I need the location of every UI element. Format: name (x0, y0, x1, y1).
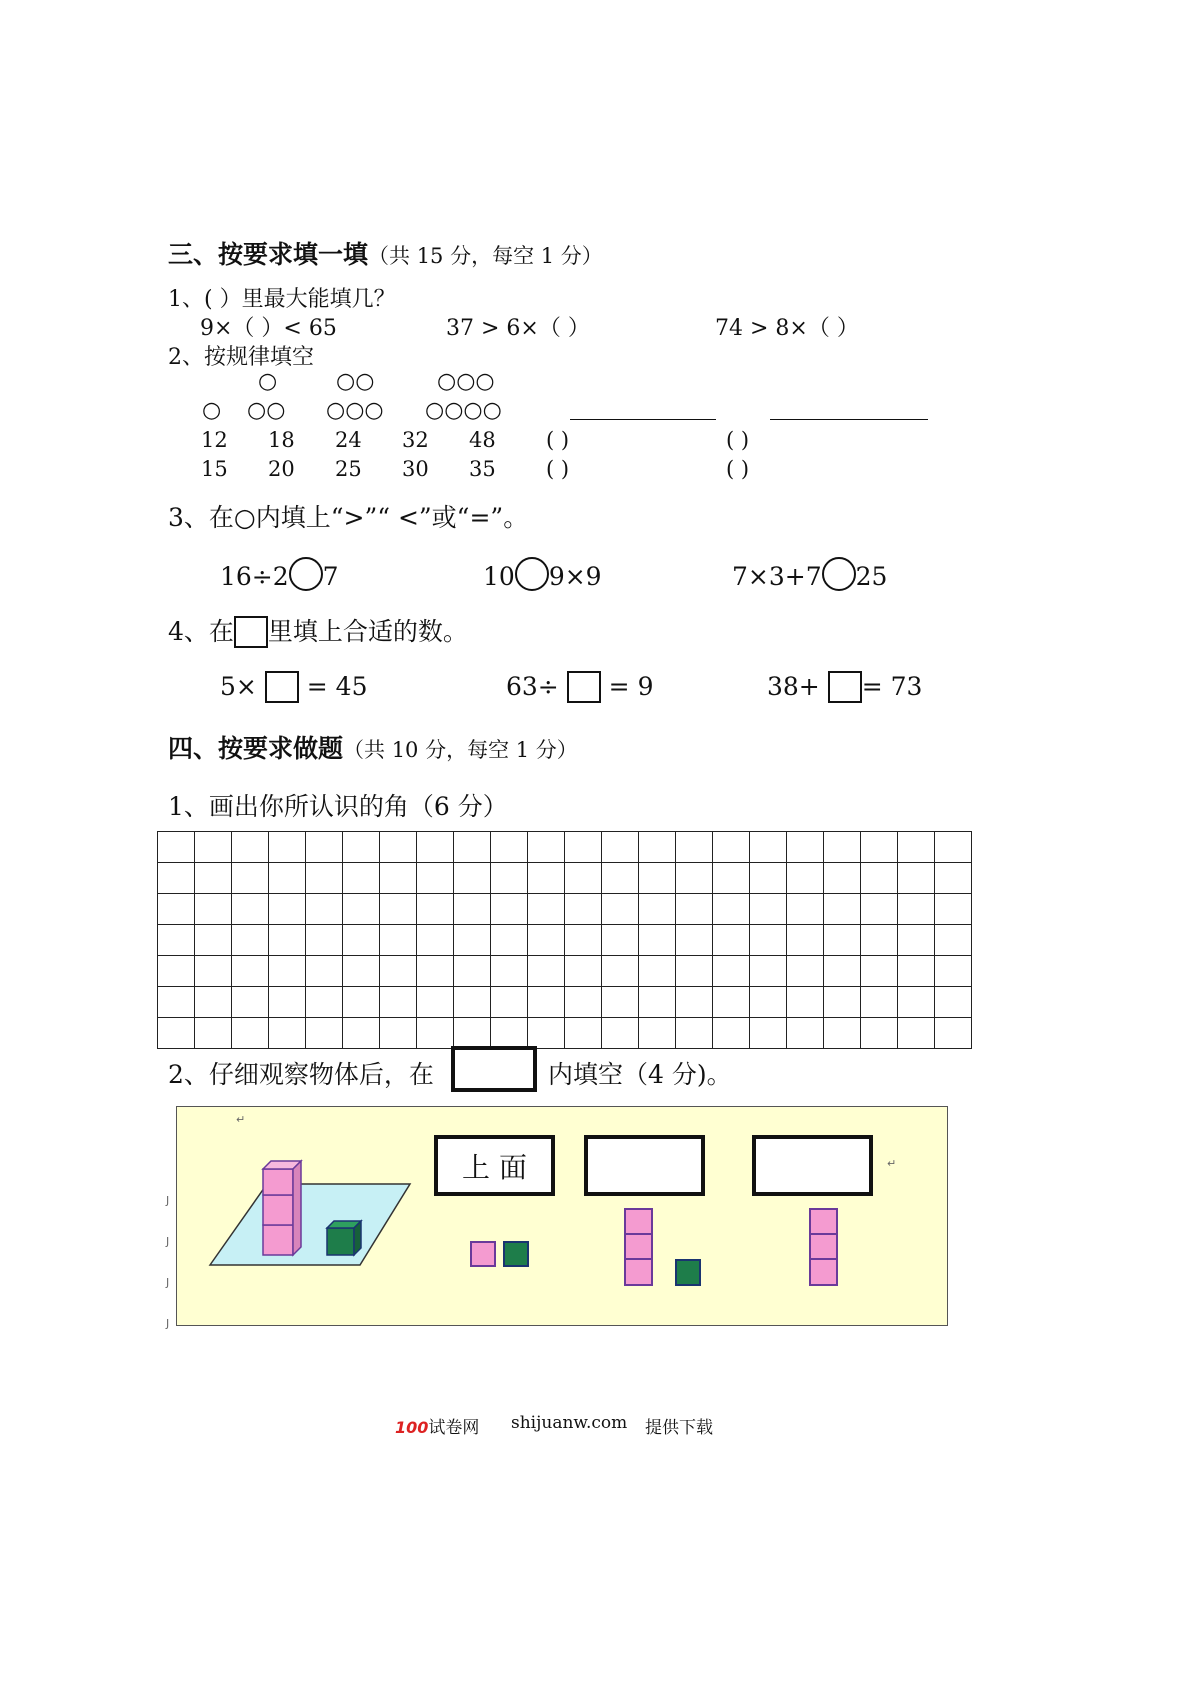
grid-cell[interactable] (380, 925, 417, 956)
view-label-blank-1[interactable] (584, 1135, 705, 1196)
grid-cell[interactable] (158, 925, 195, 956)
grid-cell[interactable] (306, 863, 343, 894)
green-cube (327, 1221, 361, 1255)
grid-cell[interactable] (565, 1018, 602, 1049)
grid-cell[interactable] (639, 832, 676, 863)
grid-cell[interactable] (787, 863, 824, 894)
section-3-title: 三、按要求填一填 (168, 240, 369, 269)
grid-cell[interactable] (454, 894, 491, 925)
grid-cell[interactable] (639, 863, 676, 894)
q3-title: 3、在○内填上“>”“ <”或“=”。 (168, 503, 529, 532)
grid-cell[interactable] (713, 832, 750, 863)
grid-row (158, 1018, 972, 1049)
grid-cell[interactable] (269, 925, 306, 956)
grid-cell[interactable] (676, 894, 713, 925)
grid-cell[interactable] (676, 863, 713, 894)
grid-cell[interactable] (787, 987, 824, 1018)
grid-cell[interactable] (676, 1018, 713, 1049)
q3-item-1 (220, 557, 339, 591)
footer (395, 1413, 479, 1438)
q4-item-1-right: = 45 (306, 672, 368, 701)
q1-item-3: 74 > 8×（ ） (715, 316, 859, 341)
compare-circle[interactable] (515, 557, 549, 591)
grid-cell[interactable] (676, 832, 713, 863)
grid-cell[interactable] (417, 956, 454, 987)
pattern-top-2: ○○ (336, 369, 375, 394)
grid-cell[interactable] (491, 894, 528, 925)
q3-item-2-left: 10 (483, 562, 515, 591)
grid-cell[interactable] (565, 925, 602, 956)
grid-cell[interactable] (528, 925, 565, 956)
q3-item-3-right: 25 (855, 562, 888, 591)
grid-cell[interactable] (639, 987, 676, 1018)
q3-item-3-left: 7×3+7 (732, 562, 822, 591)
answer-line-1[interactable] (570, 419, 716, 420)
grid-cell[interactable] (861, 863, 898, 894)
drawing-grid[interactable] (157, 831, 972, 1049)
grid-cell[interactable] (565, 894, 602, 925)
q1-item-2: 37 > 6×（ ） (446, 316, 590, 341)
grid-cell[interactable] (824, 987, 861, 1018)
grid-cell[interactable] (787, 894, 824, 925)
margin-mark: J (166, 1194, 170, 1207)
grid-cell[interactable] (713, 956, 750, 987)
grid-cell[interactable] (269, 832, 306, 863)
grid-cell[interactable] (935, 894, 972, 925)
grid-cell[interactable] (935, 925, 972, 956)
grid-cell[interactable] (306, 956, 343, 987)
margin-mark: J (166, 1235, 170, 1248)
seq1-blank-1[interactable]: ( ) (546, 428, 570, 452)
grid-cell[interactable] (676, 925, 713, 956)
grid-cell[interactable] (528, 832, 565, 863)
q4-item-3 (767, 671, 922, 703)
q4-item-3-left: 38+ (767, 672, 820, 701)
grid-cell[interactable] (713, 1018, 750, 1049)
grid-cell[interactable] (528, 956, 565, 987)
section-3-note: （共 15 分，每空 1 分） (368, 244, 603, 268)
grid-cell[interactable] (306, 987, 343, 1018)
answer-box[interactable] (265, 671, 299, 703)
q4-item-1-left: 5× (220, 672, 257, 701)
q4-item-2-left: 63÷ (506, 672, 559, 701)
grid-cell[interactable] (380, 863, 417, 894)
margin-mark: J (166, 1317, 170, 1330)
grid-cell[interactable] (565, 956, 602, 987)
return-mark: ↵ (887, 1157, 897, 1170)
compare-circle[interactable] (289, 557, 323, 591)
top-view-pink-square (470, 1241, 496, 1267)
grid-cell[interactable] (195, 987, 232, 1018)
view3-pink-square (809, 1258, 838, 1286)
section-4-heading (168, 729, 578, 765)
grid-cell[interactable] (935, 1018, 972, 1049)
grid-cell[interactable] (639, 956, 676, 987)
grid-cell[interactable] (269, 894, 306, 925)
grid-cell[interactable] (750, 894, 787, 925)
grid-cell[interactable] (713, 863, 750, 894)
seq1-n5: 48 (469, 428, 496, 452)
grid-cell[interactable] (861, 832, 898, 863)
q3-item-3 (732, 557, 887, 591)
grid-cell[interactable] (824, 832, 861, 863)
grid-cell[interactable] (787, 1018, 824, 1049)
grid-cell[interactable] (232, 1018, 269, 1049)
grid-cell[interactable] (343, 1018, 380, 1049)
footer-text: 提供下载 (645, 1418, 713, 1438)
grid-cell[interactable] (195, 1018, 232, 1049)
q3-item-2-right: 9×9 (548, 562, 602, 591)
grid-cell[interactable] (417, 894, 454, 925)
grid-cell[interactable] (417, 863, 454, 894)
seq1-n1: 12 (201, 428, 228, 452)
grid-cell[interactable] (861, 894, 898, 925)
grid-cell[interactable] (935, 956, 972, 987)
grid-cell[interactable] (750, 987, 787, 1018)
grid-row (158, 925, 972, 956)
grid-cell[interactable] (676, 956, 713, 987)
grid-cell[interactable] (454, 1018, 491, 1049)
grid-cell[interactable] (343, 832, 380, 863)
grid-cell[interactable] (750, 863, 787, 894)
grid-row (158, 987, 972, 1018)
grid-cell[interactable] (491, 832, 528, 863)
grid-cell[interactable] (491, 1018, 528, 1049)
grid-cell[interactable] (454, 956, 491, 987)
section-3-heading (168, 235, 603, 271)
q2-title: 2、按规律填空 (168, 345, 314, 370)
grid-cell[interactable] (898, 987, 935, 1018)
grid-cell[interactable] (602, 863, 639, 894)
grid-cell[interactable] (824, 863, 861, 894)
grid-cell[interactable] (380, 987, 417, 1018)
view2-pink-square (624, 1233, 653, 1260)
grid-cell[interactable] (306, 1018, 343, 1049)
grid-cell[interactable] (639, 1018, 676, 1049)
grid-cell[interactable] (491, 863, 528, 894)
q3-item-1-left: 16÷2 (220, 562, 289, 591)
section-4-note: （共 10 分，每空 1 分） (343, 738, 578, 762)
grid-cell[interactable] (602, 832, 639, 863)
grid-cell[interactable] (343, 894, 380, 925)
grid-cell[interactable] (158, 1018, 195, 1049)
grid-cell[interactable] (454, 863, 491, 894)
grid-cell[interactable] (195, 894, 232, 925)
grid-cell[interactable] (343, 863, 380, 894)
seq2-n2: 20 (268, 457, 295, 481)
grid-cell[interactable] (158, 863, 195, 894)
grid-cell[interactable] (232, 832, 269, 863)
grid-cell[interactable] (306, 832, 343, 863)
grid-cell[interactable] (158, 832, 195, 863)
grid-cell[interactable] (528, 894, 565, 925)
grid-cell[interactable] (898, 832, 935, 863)
q1-item-1: 9×（ ）< 65 (200, 316, 337, 341)
grid-cell[interactable] (565, 832, 602, 863)
grid-cell[interactable] (824, 894, 861, 925)
s4-q2-title-pre: 2、仔细观察物体后，在 (168, 1060, 434, 1089)
grid-cell[interactable] (935, 863, 972, 894)
seq1-n3: 24 (335, 428, 362, 452)
q4-item-2-right: = 9 (608, 672, 654, 701)
q4-title (168, 612, 468, 648)
grid-cell[interactable] (417, 1018, 454, 1049)
grid-cell[interactable] (787, 956, 824, 987)
grid-cell[interactable] (528, 1018, 565, 1049)
grid-cell[interactable] (713, 894, 750, 925)
grid-cell[interactable] (343, 956, 380, 987)
grid-cell[interactable] (935, 832, 972, 863)
grid-cell[interactable] (787, 925, 824, 956)
q3-item-1-right: 7 (322, 562, 339, 591)
grid-cell[interactable] (380, 1018, 417, 1049)
answer-box[interactable] (828, 671, 862, 703)
seq2-blank-1[interactable]: ( ) (546, 457, 570, 481)
view-label-blank-2[interactable] (752, 1135, 873, 1196)
grid-cell[interactable] (380, 894, 417, 925)
grid-row (158, 832, 972, 863)
margin-mark: J (166, 1276, 170, 1289)
view2-pink-square (624, 1258, 653, 1286)
grid-cell[interactable] (639, 894, 676, 925)
grid-cell[interactable] (195, 956, 232, 987)
view2-green-square (675, 1259, 701, 1286)
pattern-bottom-2: ○○ (247, 398, 286, 423)
grid-row (158, 863, 972, 894)
grid-cell[interactable] (306, 925, 343, 956)
grid-cell[interactable] (602, 925, 639, 956)
grid-cell[interactable] (528, 987, 565, 1018)
grid-cell[interactable] (417, 925, 454, 956)
grid-cell[interactable] (158, 894, 195, 925)
grid-cell[interactable] (898, 894, 935, 925)
grid-cell[interactable] (824, 925, 861, 956)
footer-site: 试卷网 (428, 1418, 480, 1438)
pink-cube-stack (263, 1161, 301, 1255)
seq2-n3: 25 (335, 457, 362, 481)
grid-cell[interactable] (232, 956, 269, 987)
grid-cell[interactable] (861, 1018, 898, 1049)
answer-box[interactable] (567, 671, 601, 703)
floor-plane (210, 1184, 410, 1265)
grid-cell[interactable] (343, 925, 380, 956)
seq2-n1: 15 (201, 457, 228, 481)
grid-cell[interactable] (898, 925, 935, 956)
grid-cell[interactable] (417, 987, 454, 1018)
q3-item-2 (483, 557, 602, 591)
grid-cell[interactable] (491, 956, 528, 987)
grid-cell[interactable] (454, 832, 491, 863)
seq1-blank-2[interactable]: ( ) (726, 428, 750, 452)
grid-cell[interactable] (898, 956, 935, 987)
grid-cell[interactable] (824, 956, 861, 987)
pattern-top-3: ○○○ (437, 369, 495, 394)
seq2-blank-2[interactable]: ( ) (726, 457, 750, 481)
seq2-n5: 35 (469, 457, 496, 481)
grid-cell[interactable] (417, 832, 454, 863)
grid-cell[interactable] (269, 956, 306, 987)
footer-domain[interactable]: shijuanw.com (511, 1413, 628, 1433)
seq2-n4: 30 (402, 457, 429, 481)
grid-cell[interactable] (565, 987, 602, 1018)
grid-cell[interactable] (713, 987, 750, 1018)
s4-q2-title-post: 内填空（4 分)。 (548, 1060, 732, 1089)
grid-cell[interactable] (898, 863, 935, 894)
compare-circle[interactable] (822, 557, 856, 591)
grid-row (158, 956, 972, 987)
pattern-top-1: ○ (258, 369, 278, 394)
grid-cell[interactable] (195, 863, 232, 894)
grid-cell[interactable] (232, 987, 269, 1018)
grid-cell[interactable] (454, 987, 491, 1018)
return-mark: ↵ (236, 1113, 246, 1126)
grid-cell[interactable] (787, 832, 824, 863)
q4-item-1 (220, 671, 367, 703)
pattern-bottom-1: ○ (202, 398, 222, 423)
answer-line-2[interactable] (770, 419, 928, 420)
grid-cell[interactable] (232, 894, 269, 925)
grid-cell[interactable] (750, 956, 787, 987)
grid-cell[interactable] (713, 925, 750, 956)
q4-title-pre: 4、在 (168, 617, 234, 646)
grid-cell[interactable] (750, 925, 787, 956)
seq1-n4: 32 (402, 428, 429, 452)
top-view-green-square (503, 1241, 529, 1267)
view3-pink-square (809, 1208, 838, 1235)
example-answer-box (451, 1046, 537, 1092)
grid-row (158, 894, 972, 925)
grid-cell[interactable] (861, 956, 898, 987)
seq1-n2: 18 (268, 428, 295, 452)
grid-cell[interactable] (528, 863, 565, 894)
section-4-title: 四、按要求做题 (168, 734, 344, 763)
grid-cell[interactable] (343, 987, 380, 1018)
example-box (234, 616, 268, 648)
q1-title: 1、( ）里最大能填几？ (168, 287, 396, 312)
site-logo: 100 (395, 1418, 429, 1437)
grid-cell[interactable] (380, 956, 417, 987)
grid-cell[interactable] (602, 894, 639, 925)
grid-cell[interactable] (269, 1018, 306, 1049)
grid-cell[interactable] (898, 1018, 935, 1049)
grid-cell[interactable] (602, 956, 639, 987)
pattern-bottom-3: ○○○ (326, 398, 384, 423)
grid-cell[interactable] (639, 925, 676, 956)
grid-cell[interactable] (306, 894, 343, 925)
view3-pink-square (809, 1233, 838, 1260)
view-label-top: 上 面 (434, 1135, 555, 1196)
grid-cell[interactable] (454, 925, 491, 956)
grid-cell[interactable] (750, 832, 787, 863)
grid-cell[interactable] (602, 987, 639, 1018)
grid-cell[interactable] (232, 863, 269, 894)
grid-cell[interactable] (158, 956, 195, 987)
grid-cell[interactable] (676, 987, 713, 1018)
grid-cell[interactable] (269, 987, 306, 1018)
grid-cell[interactable] (195, 832, 232, 863)
grid-cell[interactable] (824, 1018, 861, 1049)
grid-cell[interactable] (491, 987, 528, 1018)
grid-cell[interactable] (935, 987, 972, 1018)
grid-cell[interactable] (602, 1018, 639, 1049)
view2-pink-square (624, 1208, 653, 1235)
s4-q2-title (168, 1055, 434, 1091)
q4-item-2 (506, 671, 653, 703)
grid-cell[interactable] (158, 987, 195, 1018)
grid-cell[interactable] (232, 925, 269, 956)
pattern-bottom-4: ○○○○ (425, 398, 502, 423)
s4-q1-title: 1、画出你所认识的角（6 分） (168, 792, 508, 821)
q4-item-3-right: = 73 (861, 672, 923, 701)
grid-cell[interactable] (861, 987, 898, 1018)
grid-cell[interactable] (380, 832, 417, 863)
grid-cell[interactable] (565, 863, 602, 894)
grid-cell[interactable] (750, 1018, 787, 1049)
q4-title-post: 里填上合适的数。 (267, 617, 468, 646)
grid-cell[interactable] (861, 925, 898, 956)
grid-cell[interactable] (269, 863, 306, 894)
grid-cell[interactable] (491, 925, 528, 956)
grid-cell[interactable] (195, 925, 232, 956)
